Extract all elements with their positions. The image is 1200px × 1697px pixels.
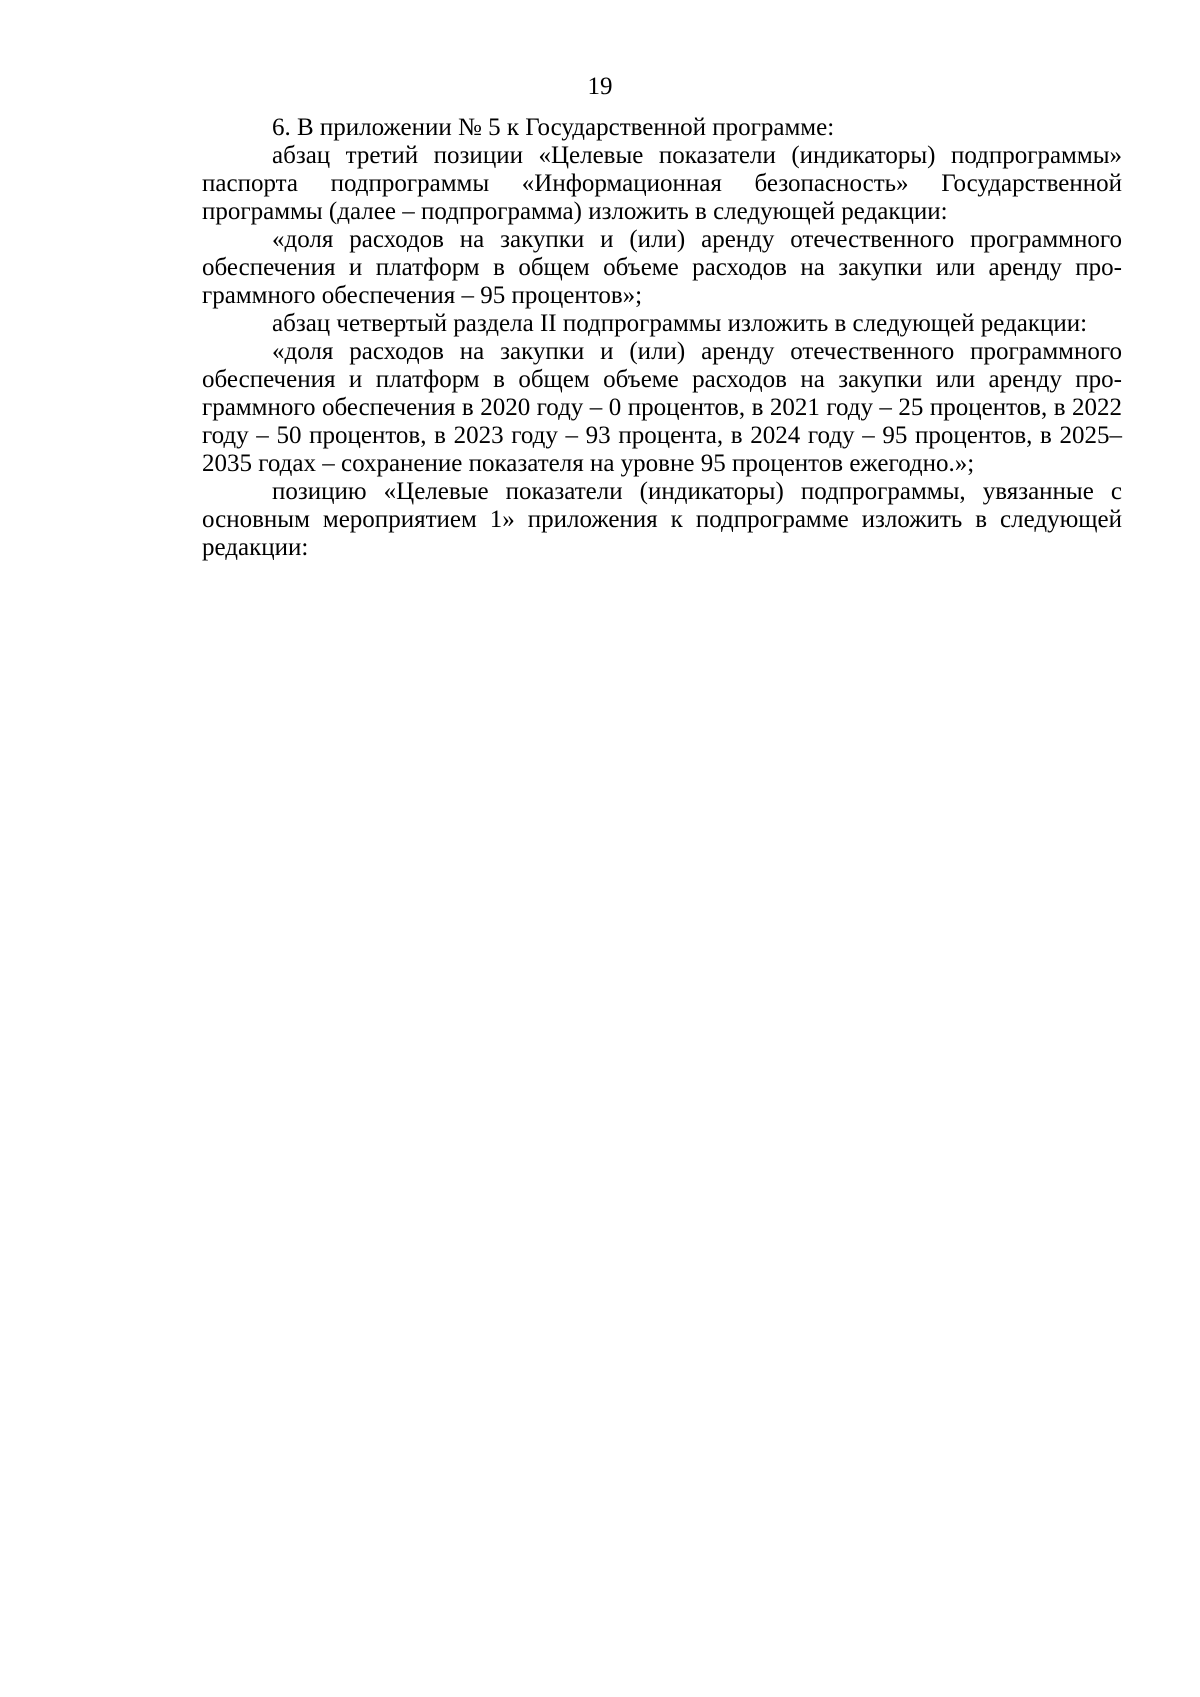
paragraph-amendment-heading: 6. В приложении № 5 к Государственной программе: <box>272 114 835 141</box>
document-body <box>202 114 1122 562</box>
paragraph-section-two: абзац четвертый раздела II подпрограммы изложить в следующей редакции: <box>272 310 1088 337</box>
paragraph-appendix-position: позицию «Целевые показатели (индикаторы) подпрограммы, увязанные с основным мероприятием 1» приложения к подпрограмме изложить в следующей редакции: <box>202 478 1122 561</box>
paragraph-passport-indicators: абзац третий позиции «Целевые показатели (индикаторы) подпрограммы» паспорта подпрограммы «Информационная безопасность» Государственной программы (далее – подпрограмма) изложить в следующей редакции: <box>202 142 1122 225</box>
paragraph-quoted-indicator: «доля расходов на закупки и (или) аренду отечественного программного обеспечения и платформ в общем объеме расходов на закупки или аренду программного обеспечения – 95 процентов»; <box>202 226 1122 309</box>
paragraph-quoted-yearly-values: «доля расходов на закупки и (или) аренду отечественного программного обеспечения и платформ в общем объеме расходов на закупки или аренду программного обеспечения в 2020 году – 0 процентов, в 2021 году – 25 процентов, в 2022 году – 50 процентов, в 2023 году – 93 процента, в 2024 году – 95 процентов, в 2025–2035 годах – сохранение показателя на уровне 95 процентов ежегодно.»; <box>202 338 1122 477</box>
page-number: 19 <box>587 73 613 100</box>
